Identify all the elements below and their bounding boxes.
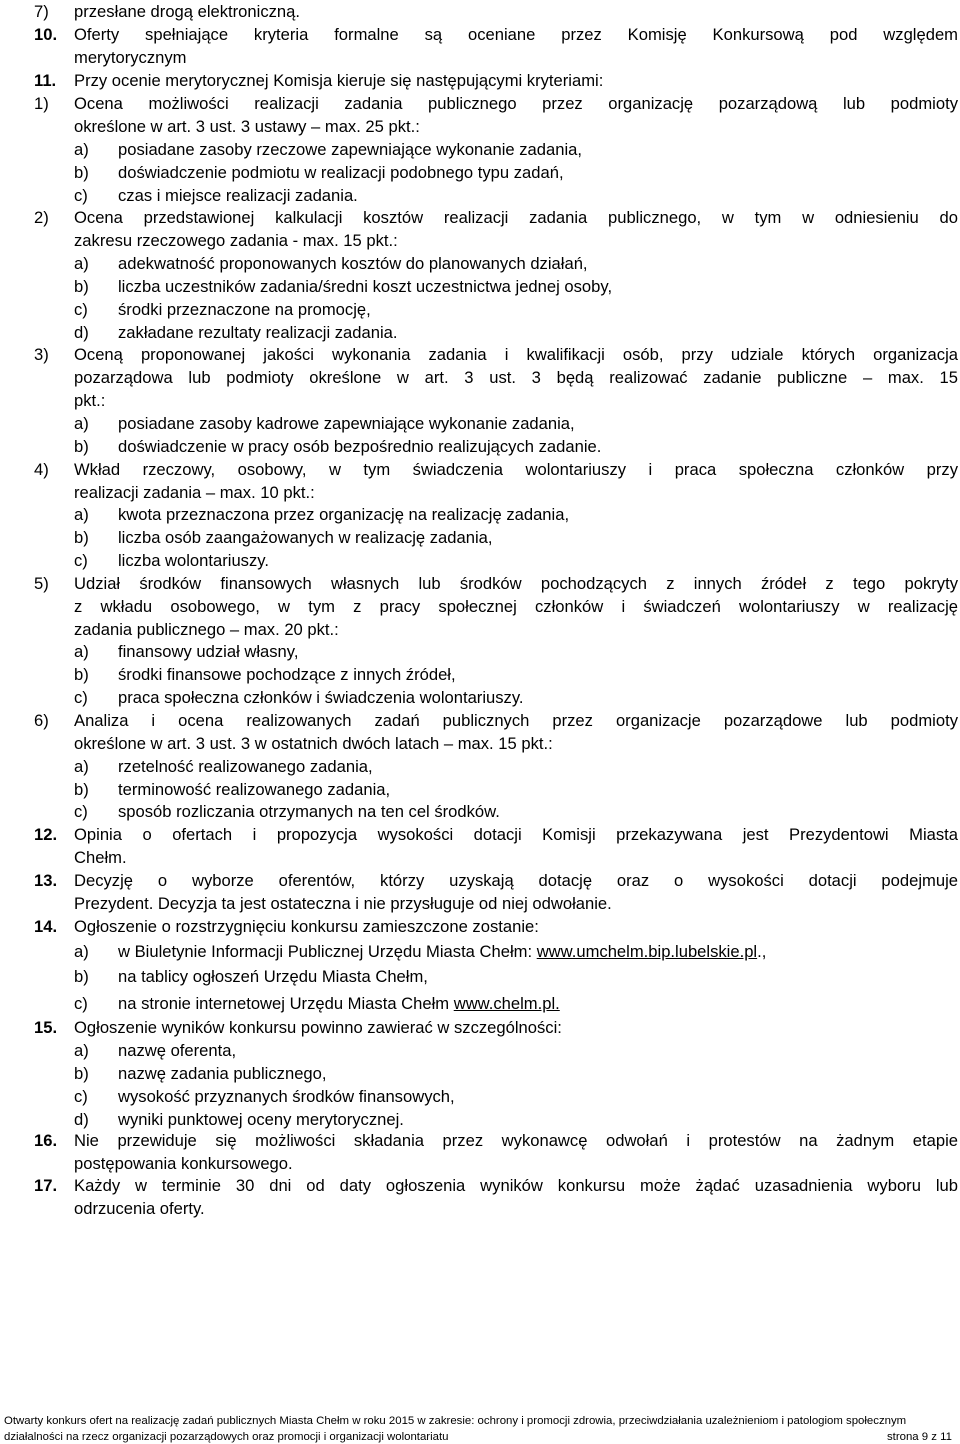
website-link[interactable]: www.chelm.pl. — [453, 994, 560, 1013]
line-text-content: Ocena możliwości realizacji zadania publicznego przez organizację pozarządową lub podmioty — [74, 94, 958, 113]
line-text — [74, 69, 958, 92]
line-text-content: odrzucenia oferty. — [74, 1199, 205, 1218]
line-text-content: realizacji zadania – max. 10 pkt.: — [74, 483, 315, 502]
line-text — [118, 640, 958, 663]
list-number: 1) — [34, 94, 49, 113]
line-text-content: na stronie internetowej Urzędu Miasta Chełm — [118, 994, 454, 1013]
line-text-content: praca społeczna członków i świadczenia wolontariuszy. — [118, 688, 524, 707]
list-number: 15. — [34, 1018, 58, 1037]
line-text — [118, 992, 958, 1015]
line-text — [74, 915, 958, 938]
line-text — [74, 0, 958, 23]
line-text — [118, 1108, 958, 1131]
line-text — [118, 298, 958, 321]
line-text — [118, 526, 958, 549]
line-text — [74, 823, 958, 846]
line-text-content: posiadane zasoby kadrowe zapewniające wykonanie zadania, — [118, 414, 575, 433]
list-number: 3) — [34, 345, 49, 364]
line-text-content: kwota przeznaczona przez organizację na realizację zadania, — [118, 505, 570, 524]
line-text-content: Każdy w terminie 30 dni od daty ogłoszenia wyników konkursu może żądać uzasadnienia wyboru lub — [74, 1176, 958, 1195]
line-text — [118, 321, 958, 344]
line-text — [74, 595, 958, 618]
line-text-content: sposób rozliczania otrzymanych na ten cel środków. — [118, 802, 500, 821]
line-text-content: nazwę oferenta, — [118, 1041, 237, 1060]
list-number: c) — [74, 186, 88, 205]
line-text-content: pozarządowa lub podmioty określone w art. 3 ust. 3 będą realizować zadanie publiczne – max. 15 — [74, 368, 958, 387]
list-number: 12. — [34, 825, 58, 844]
list-number: a) — [74, 642, 89, 661]
line-text — [74, 1152, 958, 1175]
line-text — [118, 275, 958, 298]
line-text-content: na tablicy ogłoszeń Urzędu Miasta Chełm, — [118, 967, 428, 986]
footer-text: działalności na rzecz organizacji pozarządowych oraz promocji i organizacji wolontariatu — [4, 1431, 449, 1443]
line-text-content: Opinia o ofertach i propozycja wysokości dotacji Komisji przekazywana jest Prezydentowi Miasta — [74, 825, 958, 844]
line-text-content: posiadane zasoby rzeczowe zapewniające wykonanie zadania, — [118, 140, 582, 159]
line-text-content: w Biuletynie Informacji Publicznej Urzędu Miasta Chełm: — [118, 942, 537, 961]
line-text-content: Decyzję o wyborze oferentów, którzy uzyskają dotację oraz o wysokości dotacji podejmuje — [74, 871, 958, 890]
line-text — [74, 1016, 958, 1039]
line-text — [118, 778, 958, 801]
line-text — [118, 940, 958, 963]
line-text-content: Przy ocenie merytorycznej Komisja kieruje się następującymi kryteriami: — [74, 71, 604, 90]
line-text-content: Oceną proponowanej jakości wykonania zadania i kwalifikacji osób, przy udziale których organizacja — [74, 345, 958, 364]
line-text — [74, 732, 958, 755]
list-number: b) — [74, 665, 89, 684]
line-text — [118, 184, 958, 207]
line-text-content: z wkładu osobowego, w tym z pracy społecznej członków i świadczeń wolontariuszy w realizację — [74, 597, 958, 616]
line-text-content: Ogłoszenie wyników konkursu powinno zawierać w szczególności: — [74, 1018, 562, 1037]
list-number: 4) — [34, 460, 49, 479]
list-number: c) — [74, 551, 88, 570]
line-text-content: zakładane rezultaty realizacji zadania. — [118, 323, 398, 342]
line-text — [74, 481, 958, 504]
line-text — [74, 92, 958, 115]
line-text-content: adekwatność proponowanych kosztów do planowanych działań, — [118, 254, 588, 273]
line-text — [74, 343, 958, 366]
line-text — [118, 755, 958, 778]
line-text-content: zakresu rzeczowego zadania - max. 15 pkt.: — [74, 231, 398, 250]
line-text-content: określone w art. 3 ust. 3 ustawy – max. 25 pkt.: — [74, 117, 420, 136]
line-text — [74, 115, 958, 138]
line-text-content: środki przeznaczone na promocję, — [118, 300, 371, 319]
line-text — [118, 138, 958, 161]
list-number: c) — [74, 802, 88, 821]
line-text — [74, 709, 958, 732]
list-number: a) — [74, 254, 89, 273]
line-text-content: liczba wolontariuszy. — [118, 551, 269, 570]
line-text-content: wyniki punktowej oceny merytorycznej. — [118, 1110, 404, 1129]
list-number: a) — [74, 140, 89, 159]
list-number: 6) — [34, 711, 49, 730]
line-text — [74, 1197, 958, 1220]
list-number: 16. — [34, 1131, 58, 1150]
line-text-content: Prezydent. Decyzja ta jest ostateczna i nie przysługuje od niej odwołanie. — [74, 894, 612, 913]
line-text-content: doświadczenie podmiotu w realizacji podobnego typu zadań, — [118, 163, 564, 182]
line-text-content: przesłane drogą elektroniczną. — [74, 2, 300, 21]
line-text-content: rzetelność realizowanego zadania, — [118, 757, 373, 776]
line-text-content: terminowość realizowanego zadania, — [118, 780, 391, 799]
line-text — [118, 1062, 958, 1085]
list-number: b) — [74, 1064, 89, 1083]
line-text — [118, 1085, 958, 1108]
list-number: d) — [74, 323, 89, 342]
line-text-content: Wkład rzeczowy, osobowy, w tym świadczenia wolontariuszy i praca społeczna członków przy — [74, 460, 958, 479]
list-number: b) — [74, 277, 89, 296]
list-number: 11. — [34, 71, 57, 90]
line-text — [74, 618, 958, 641]
line-text-content: Chełm. — [74, 848, 127, 867]
line-text-content: pkt.: — [74, 391, 106, 410]
list-number: c) — [74, 1087, 88, 1106]
list-number: 17. — [34, 1176, 58, 1195]
line-text-content: Oferty spełniające kryteria formalne są oceniane przez Komisję Konkursową pod względem — [74, 25, 958, 44]
line-text — [74, 23, 958, 46]
line-text — [74, 1129, 958, 1152]
line-text-content: nazwę zadania publicznego, — [118, 1064, 327, 1083]
line-text — [74, 1174, 958, 1197]
list-number: 13. — [34, 871, 58, 890]
line-text — [118, 435, 958, 458]
line-text — [74, 572, 958, 595]
line-text-content: liczba osób zaangażowanych w realizację zadania, — [118, 528, 493, 547]
list-number: b) — [74, 528, 89, 547]
line-text-content: merytorycznym — [74, 48, 187, 67]
list-number: a) — [74, 757, 89, 776]
list-number: 2) — [34, 208, 49, 227]
line-text — [118, 800, 958, 823]
line-text — [118, 965, 958, 988]
line-text-content: wysokość przyznanych środków finansowych, — [118, 1087, 455, 1106]
line-text — [74, 366, 958, 389]
list-number: b) — [74, 967, 89, 986]
line-text — [74, 869, 958, 892]
footer-line-1: Otwarty konkurs ofert na realizację zadań publicznych Miasta Chełm w roku 2015 w zakresie: ochrony i promocji zdrowia, przeciwdziałania uzależnieniom i patologiom społecznym — [4, 1415, 907, 1427]
line-text-content: doświadczenie w pracy osób bezpośrednio realizujących zadanie. — [118, 437, 602, 456]
line-text — [74, 892, 958, 915]
link-suffix: ., — [757, 942, 767, 961]
footer-line-2 — [4, 1430, 952, 1444]
line-text-content: czas i miejsce realizacji zadania. — [118, 186, 358, 205]
line-text — [118, 549, 958, 572]
line-text-content: Udział środków finansowych własnych lub środków pochodzących z innych źródeł z tego pokryty — [74, 574, 958, 593]
line-text-content: Ogłoszenie o rozstrzygnięciu konkursu zamieszczone zostanie: — [74, 917, 539, 936]
list-number: 7) — [34, 2, 49, 21]
line-text — [74, 206, 958, 229]
list-number: 5) — [34, 574, 49, 593]
line-text — [118, 1039, 958, 1062]
list-number: a) — [74, 942, 89, 961]
list-number: c) — [74, 300, 88, 319]
list-number: 14. — [34, 917, 58, 936]
list-number: b) — [74, 163, 89, 182]
line-text-content: zadania publicznego – max. 20 pkt.: — [74, 620, 339, 639]
line-text-content: środki finansowe pochodzące z innych źródeł, — [118, 665, 456, 684]
page-number: strona 9 z 11 — [886, 1431, 952, 1443]
line-text-content: Analiza i ocena realizowanych zadań publicznych przez organizacje pozarządowe lub podmioty — [74, 711, 958, 730]
list-number: c) — [74, 994, 88, 1013]
line-text — [74, 846, 958, 869]
line-text — [118, 686, 958, 709]
line-text-content: finansowy udział własny, — [118, 642, 299, 661]
line-text — [118, 252, 958, 275]
list-number: 10. — [34, 25, 58, 44]
line-text-content: Ocena przedstawionej kalkulacji kosztów realizacji zadania publicznego, w tym w odniesieniu do — [74, 208, 958, 227]
list-number: b) — [74, 780, 89, 799]
website-link[interactable]: www.umchelm.bip.lubelskie.pl — [536, 942, 758, 961]
list-number: c) — [74, 688, 88, 707]
line-text-content: liczba uczestników zadania/średni koszt uczestnictwa jednej osoby, — [118, 277, 613, 296]
line-text — [118, 503, 958, 526]
line-text — [118, 663, 958, 686]
list-number: b) — [74, 437, 89, 456]
line-text — [74, 389, 958, 412]
line-text-content: postępowania konkursowego. — [74, 1154, 293, 1173]
line-text-content: określone w art. 3 ust. 3 w ostatnich dwóch latach – max. 15 pkt.: — [74, 734, 553, 753]
line-text — [118, 412, 958, 435]
list-number: d) — [74, 1110, 89, 1129]
line-text — [74, 46, 958, 69]
line-text-content: Nie przewiduje się możliwości składania przez wykonawcę odwołań i protestów na żadnym etapie — [74, 1131, 958, 1150]
list-number: a) — [74, 505, 89, 524]
list-number: a) — [74, 1041, 89, 1060]
line-text — [118, 161, 958, 184]
line-text — [74, 229, 958, 252]
list-number: a) — [74, 414, 89, 433]
line-text — [74, 458, 958, 481]
